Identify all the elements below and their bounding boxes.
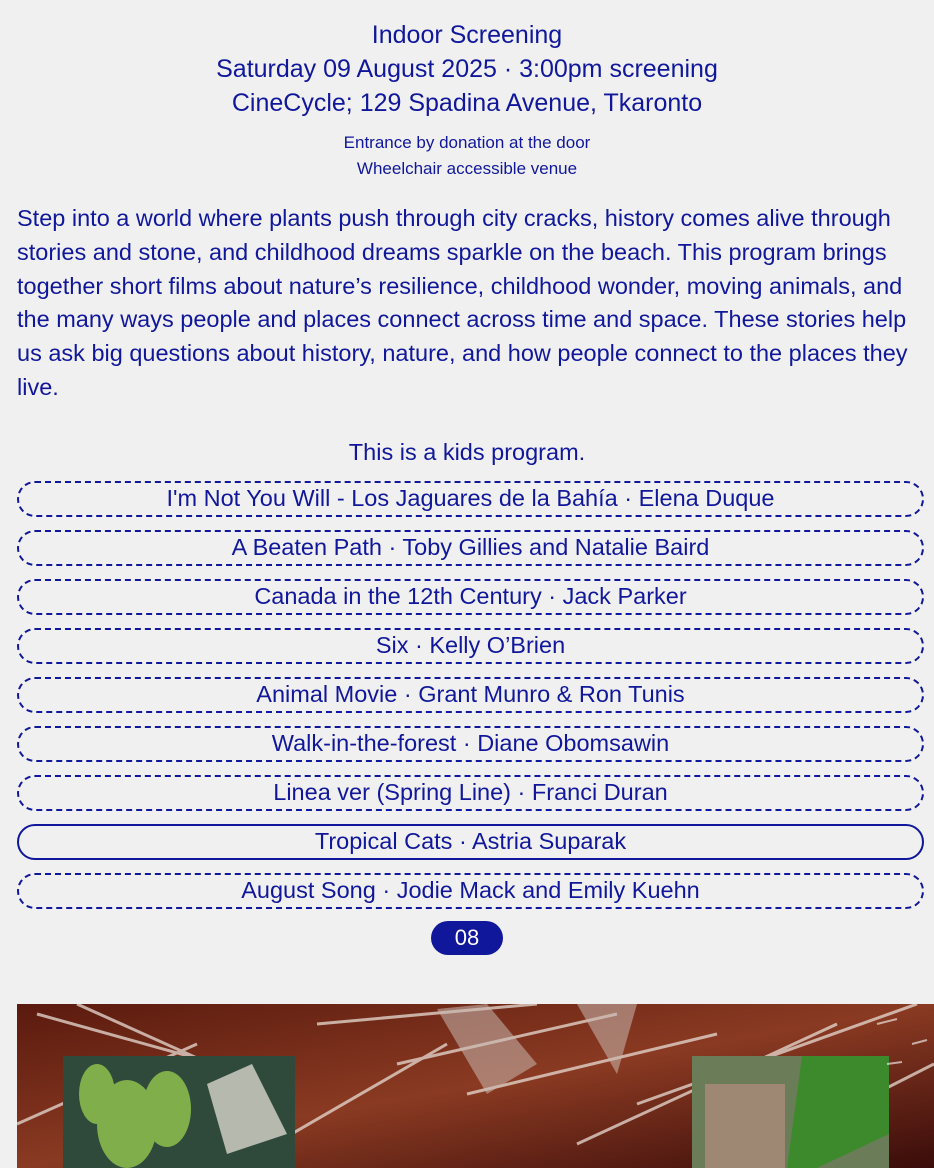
film-item[interactable]: Animal Movie · Grant Munro & Ron Tunis	[17, 677, 924, 713]
film-item[interactable]: Linea ver (Spring Line) · Franci Duran	[17, 775, 924, 811]
event-title: Indoor Screening	[371, 21, 563, 49]
audience-note: This is a kids program.	[348, 438, 586, 465]
film-item[interactable]: Six · Kelly O’Brien	[17, 628, 924, 664]
accessibility-note: Wheelchair accessible venue	[356, 159, 578, 178]
film-list	[17, 481, 924, 909]
film-item[interactable]: Tropical Cats · Astria Suparak	[17, 824, 924, 860]
film-index-badge: 08	[431, 921, 503, 955]
film-still-image	[17, 1004, 934, 1168]
event-notes	[0, 130, 934, 182]
film-item[interactable]: A Beaten Path · Toby Gillies and Natalie Baird	[17, 530, 924, 566]
event-venue: CineCycle; 129 Spadina Avenue, Tkaronto	[231, 89, 703, 117]
donation-note: Entrance by donation at the door	[343, 133, 591, 152]
event-date-time: Saturday 09 August 2025 · 3:00pm screening	[216, 55, 718, 83]
film-item[interactable]: Canada in the 12th Century · Jack Parker	[17, 579, 924, 615]
event-header	[0, 0, 934, 182]
film-item[interactable]: I'm Not You Will - Los Jaguares de la Bahía · Elena Duque	[17, 481, 924, 517]
program-description: Step into a world where plants push through city cracks, history comes alive through stories and stone, and childhood dreams sparkle on the beach. This program brings together short films about nature’s resilience, childhood wonder, moving animals, and the many ways people and places connect across time and space. These stories help us ask big questions about history, nature, and how people connect to the places they live.	[17, 205, 908, 400]
film-item[interactable]: Walk-in-the-forest · Diane Obomsawin	[17, 726, 924, 762]
film-item[interactable]: August Song · Jodie Mack and Emily Kuehn	[17, 873, 924, 909]
